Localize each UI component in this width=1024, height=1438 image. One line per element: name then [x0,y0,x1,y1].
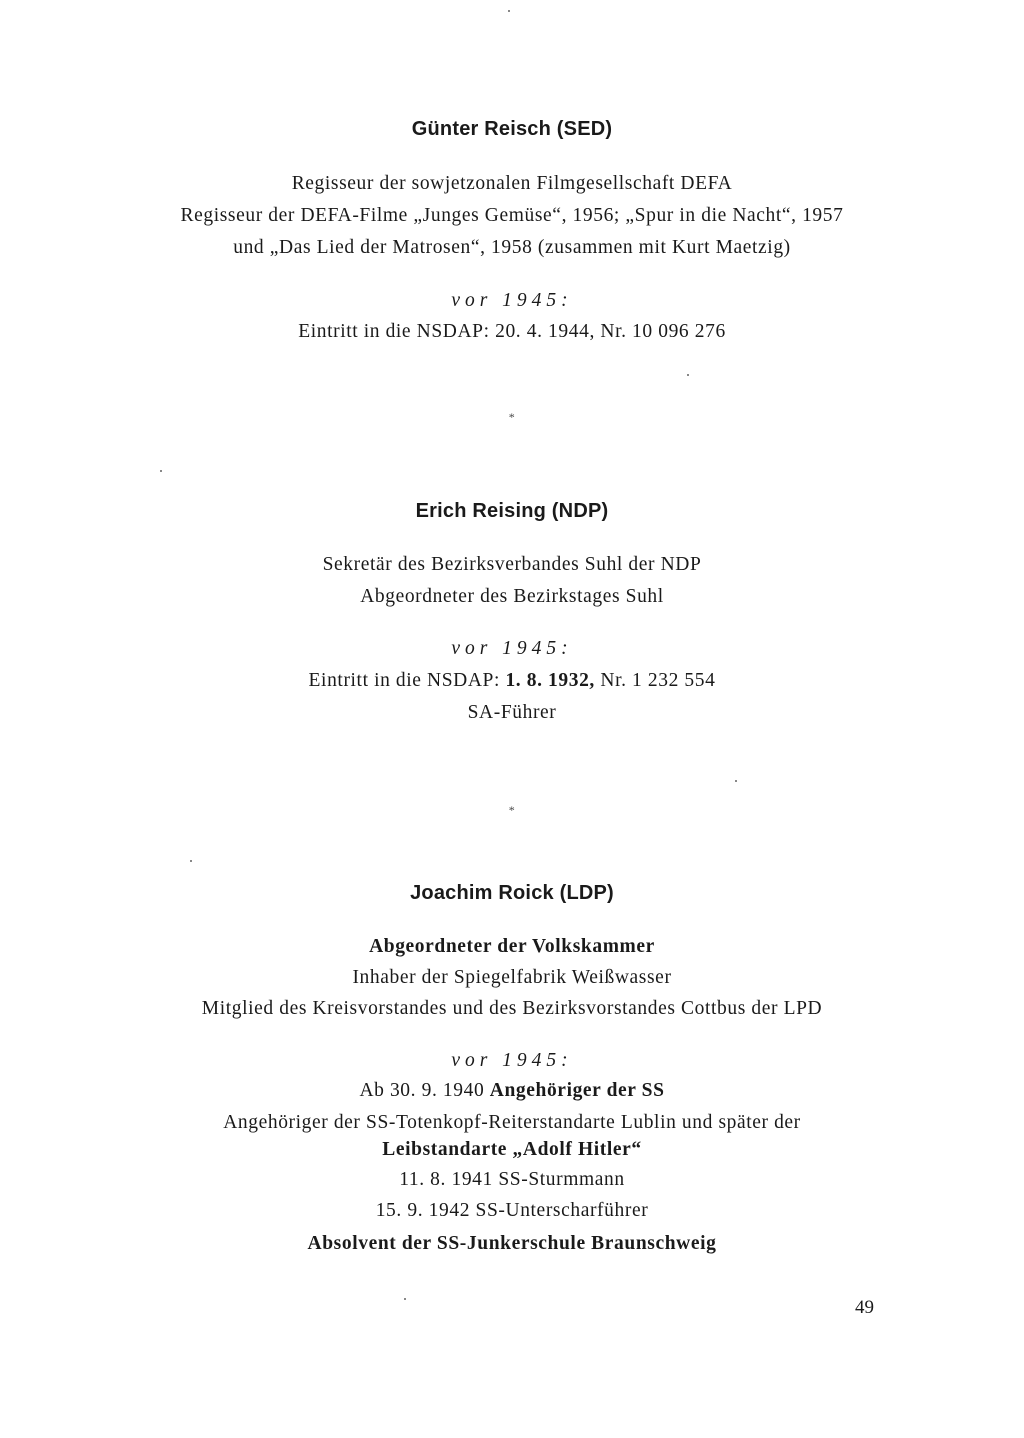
membership-date: 1. 8. 1932, [505,670,595,691]
history-line: Ab 30. 9. 1940 Angehöriger der SS [359,1080,665,1101]
entry-role-line: und „Das Lied der Matrosen“, 1958 (zusammen mit Kurt Maetzig) [233,237,791,258]
history-line: 15. 9. 1942 SS-Unterscharführer [375,1200,649,1221]
entry-role-line: Abgeordneter des Bezirkstages Suhl [360,586,664,607]
entry-role-line: Inhaber der Spiegelfabrik Weißwasser [352,967,672,988]
period-label: vor 1945: [451,638,573,659]
scan-speck [190,860,192,862]
scan-speck [687,374,689,376]
section-separator: * [508,410,516,424]
history-line: Angehöriger der SS-Totenkopf-Reiterstandarte Lublin und später der [223,1112,801,1133]
scan-speck [735,780,737,782]
entry-role-line: Sekretär des Bezirksverbandes Suhl der NDP [322,554,702,575]
entry-role-line: Regisseur der sowjetzonalen Filmgesellschaft DEFA [291,173,733,194]
history-line: Absolvent der SS-Junkerschule Braunschweig [307,1233,717,1254]
scan-speck [160,470,162,472]
history-line: SA-Führer [467,702,557,723]
entry-role-line: Mitglied des Kreisvorstandes und des Bezirksvorstandes Cottbus der LPD [201,998,823,1019]
entry-name: Günter Reisch (SED) [411,118,613,140]
entry-name: Joachim Roick (LDP) [410,882,614,904]
period-label: vor 1945: [451,290,573,311]
scan-speck [508,10,510,12]
history-line: Leibstandarte „Adolf Hitler“ [382,1139,642,1160]
entry-name: Erich Reising (NDP) [415,500,609,522]
section-separator: * [508,803,516,817]
history-line: Eintritt in die NSDAP: 20. 4. 1944, Nr. 10 096 276 [298,321,726,342]
history-line: Eintritt in die NSDAP: 1. 8. 1932, Nr. 1 232 554 [308,670,716,691]
history-line: 11. 8. 1941 SS-Sturmmann [399,1169,625,1190]
entry-role-line: Regisseur der DEFA-Filme „Junges Gemüse“, 1956; „Spur in die Nacht“, 1957 [180,205,844,226]
entry-role-line: Abgeordneter der Volkskammer [369,936,655,957]
page-number: 49 [855,1297,874,1318]
scan-speck [404,1298,406,1300]
period-label: vor 1945: [451,1050,573,1071]
